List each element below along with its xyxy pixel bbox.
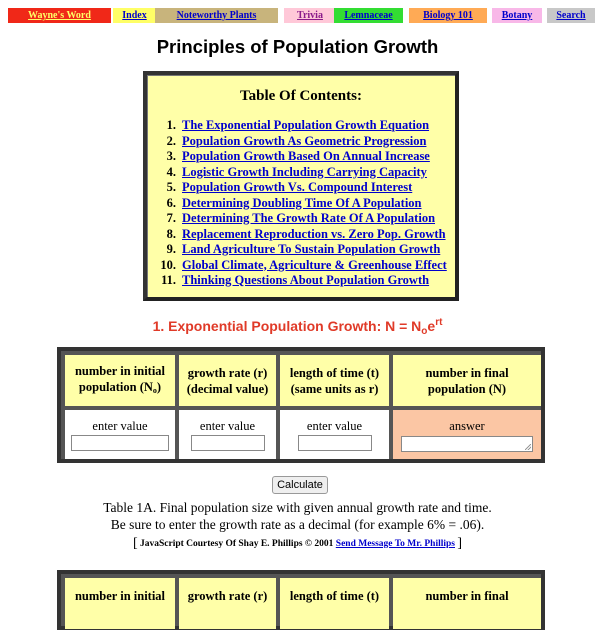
header-length-of-time: [280, 578, 389, 629]
cell-length-of-time: [280, 410, 389, 459]
header-growth-rate: [179, 355, 276, 406]
nav-biology-101[interactable]: Biology 101: [409, 8, 487, 23]
toc-number: 6.: [166, 195, 176, 210]
table-caption-line2: Be sure to enter the growth rate as a decimal (for example 6% = .06).: [110, 517, 485, 532]
toc-number: 8.: [166, 226, 176, 241]
toc-link-replacement-reproduction[interactable]: Replacement Reproduction vs. Zero Pop. Growth: [182, 226, 446, 241]
header-final-population: [393, 355, 541, 406]
header-time-line1: length of time (t): [289, 589, 380, 603]
length-of-time-input[interactable]: [298, 435, 372, 451]
toc-item: [153, 258, 447, 274]
calculate-button[interactable]: Calculate: [272, 476, 328, 494]
header-final-line2: population (N): [427, 381, 507, 396]
toc-heading: Table Of Contents:: [240, 88, 362, 104]
toc-item: [153, 165, 447, 181]
toc-item: [153, 273, 447, 289]
toc-item: [153, 149, 447, 165]
credit-close-bracket: ]: [457, 536, 463, 551]
nav-search[interactable]: Search: [547, 8, 595, 23]
toc-number: 10.: [160, 257, 176, 272]
nav-botany[interactable]: Botany: [492, 8, 542, 23]
answer-textarea[interactable]: [401, 436, 533, 452]
toc-item: [153, 134, 447, 150]
toc-link-growth-rate[interactable]: Determining The Growth Rate Of A Population: [182, 211, 436, 225]
header-initial-line1: number in initial: [74, 589, 166, 603]
toc-number: 2.: [166, 133, 176, 148]
toc-number: 7.: [166, 211, 176, 225]
cell-growth-rate: [179, 410, 276, 459]
toc-item: [153, 211, 447, 227]
answer-label: answer: [449, 419, 485, 433]
header-rate-line1: growth rate (r): [187, 365, 268, 380]
toc-item: [153, 180, 447, 196]
initial-population-input[interactable]: [71, 435, 169, 451]
header-initial-line1: number in initial: [74, 363, 166, 378]
toc-link-compound-interest[interactable]: Population Growth Vs. Compound Interest: [182, 180, 413, 194]
toc-link-annual-increase[interactable]: Population Growth Based On Annual Increase: [182, 149, 430, 163]
enter-value-label: enter value: [92, 419, 148, 433]
header-final-line1: number in final: [425, 365, 509, 380]
cell-initial-population: [65, 410, 175, 459]
page-title: Principles of Population Growth: [156, 36, 439, 57]
toc-number: 4.: [166, 164, 176, 179]
section-title-sub: o: [421, 326, 428, 337]
toc-link-global-climate[interactable]: Global Climate, Agriculture & Greenhouse Effect: [182, 257, 447, 272]
send-message-link[interactable]: Send Message To Mr. Phillips: [335, 539, 455, 549]
header-time-line2: (same units as r): [290, 381, 379, 396]
toc-link-land-agriculture[interactable]: Land Agriculture To Sustain Population Growth: [182, 242, 441, 256]
toc-number: 11.: [161, 273, 176, 287]
nav-waynes-word[interactable]: Wayne's Word: [8, 8, 111, 23]
growth-rate-input[interactable]: [191, 435, 265, 451]
top-nav: [8, 8, 588, 23]
header-initial-population: [65, 355, 175, 406]
toc-link-logistic-growth[interactable]: Logistic Growth Including Carrying Capacity: [182, 164, 427, 179]
section-title-sup: rt: [435, 317, 443, 328]
toc-number: 1.: [166, 118, 176, 132]
toc-item: [153, 196, 447, 212]
header-initial-line2: population $(N_o)$: [78, 379, 162, 395]
toc-item: [153, 118, 447, 134]
enter-value-label: enter value: [306, 419, 363, 433]
toc-number: 3.: [166, 149, 176, 163]
nav-lemnaceae[interactable]: Lemnaceae: [334, 8, 403, 23]
header-final-line1: number in final: [425, 589, 509, 603]
credit-open-bracket: [: [132, 536, 138, 551]
toc-list: [153, 118, 447, 289]
enter-value-label: enter value: [199, 419, 256, 433]
nav-noteworthy-plants[interactable]: Noteworthy Plants: [155, 8, 278, 23]
javascript-credit: [0, 536, 595, 552]
header-length-of-time: [280, 355, 389, 406]
calculator-table: [57, 347, 545, 463]
toc-link-thinking-questions[interactable]: Thinking Questions About Population Growth: [182, 273, 430, 287]
toc-number: 9.: [166, 242, 176, 256]
section-title-e: e: [427, 318, 436, 334]
credit-text: JavaScript Courtesy Of Shay E. Phillips © 2001: [139, 539, 334, 549]
table-of-contents: [143, 71, 459, 301]
toc-link-geometric-progression[interactable]: Population Growth As Geometric Progression: [182, 133, 427, 148]
nav-index[interactable]: Index: [113, 8, 156, 23]
calculator-table-2: [57, 570, 545, 630]
cell-final-population: [393, 410, 541, 459]
header-growth-rate: [179, 578, 276, 629]
section-title-text: 1. Exponential Population Growth: N = N: [152, 318, 422, 334]
header-final-population: [393, 578, 541, 629]
toc-link-exponential-equation[interactable]: The Exponential Population Growth Equation: [182, 118, 430, 132]
header-time-line1: length of time (t): [289, 365, 380, 380]
nav-trivia[interactable]: Trivia: [284, 8, 336, 23]
header-initial-population: [65, 578, 175, 629]
toc-item: [153, 242, 447, 258]
toc-link-doubling-time[interactable]: Determining Doubling Time Of A Population: [182, 195, 422, 210]
header-rate-line2: (decimal value): [186, 381, 269, 396]
resize-grip-icon[interactable]: [525, 444, 531, 450]
section-title: [0, 317, 595, 337]
header-rate-line1: growth rate (r): [187, 589, 268, 603]
toc-number: 5.: [166, 180, 176, 194]
toc-item: [153, 227, 447, 243]
table-caption-line1: Table 1A. Final population size with given annual growth rate and time.: [103, 500, 492, 515]
